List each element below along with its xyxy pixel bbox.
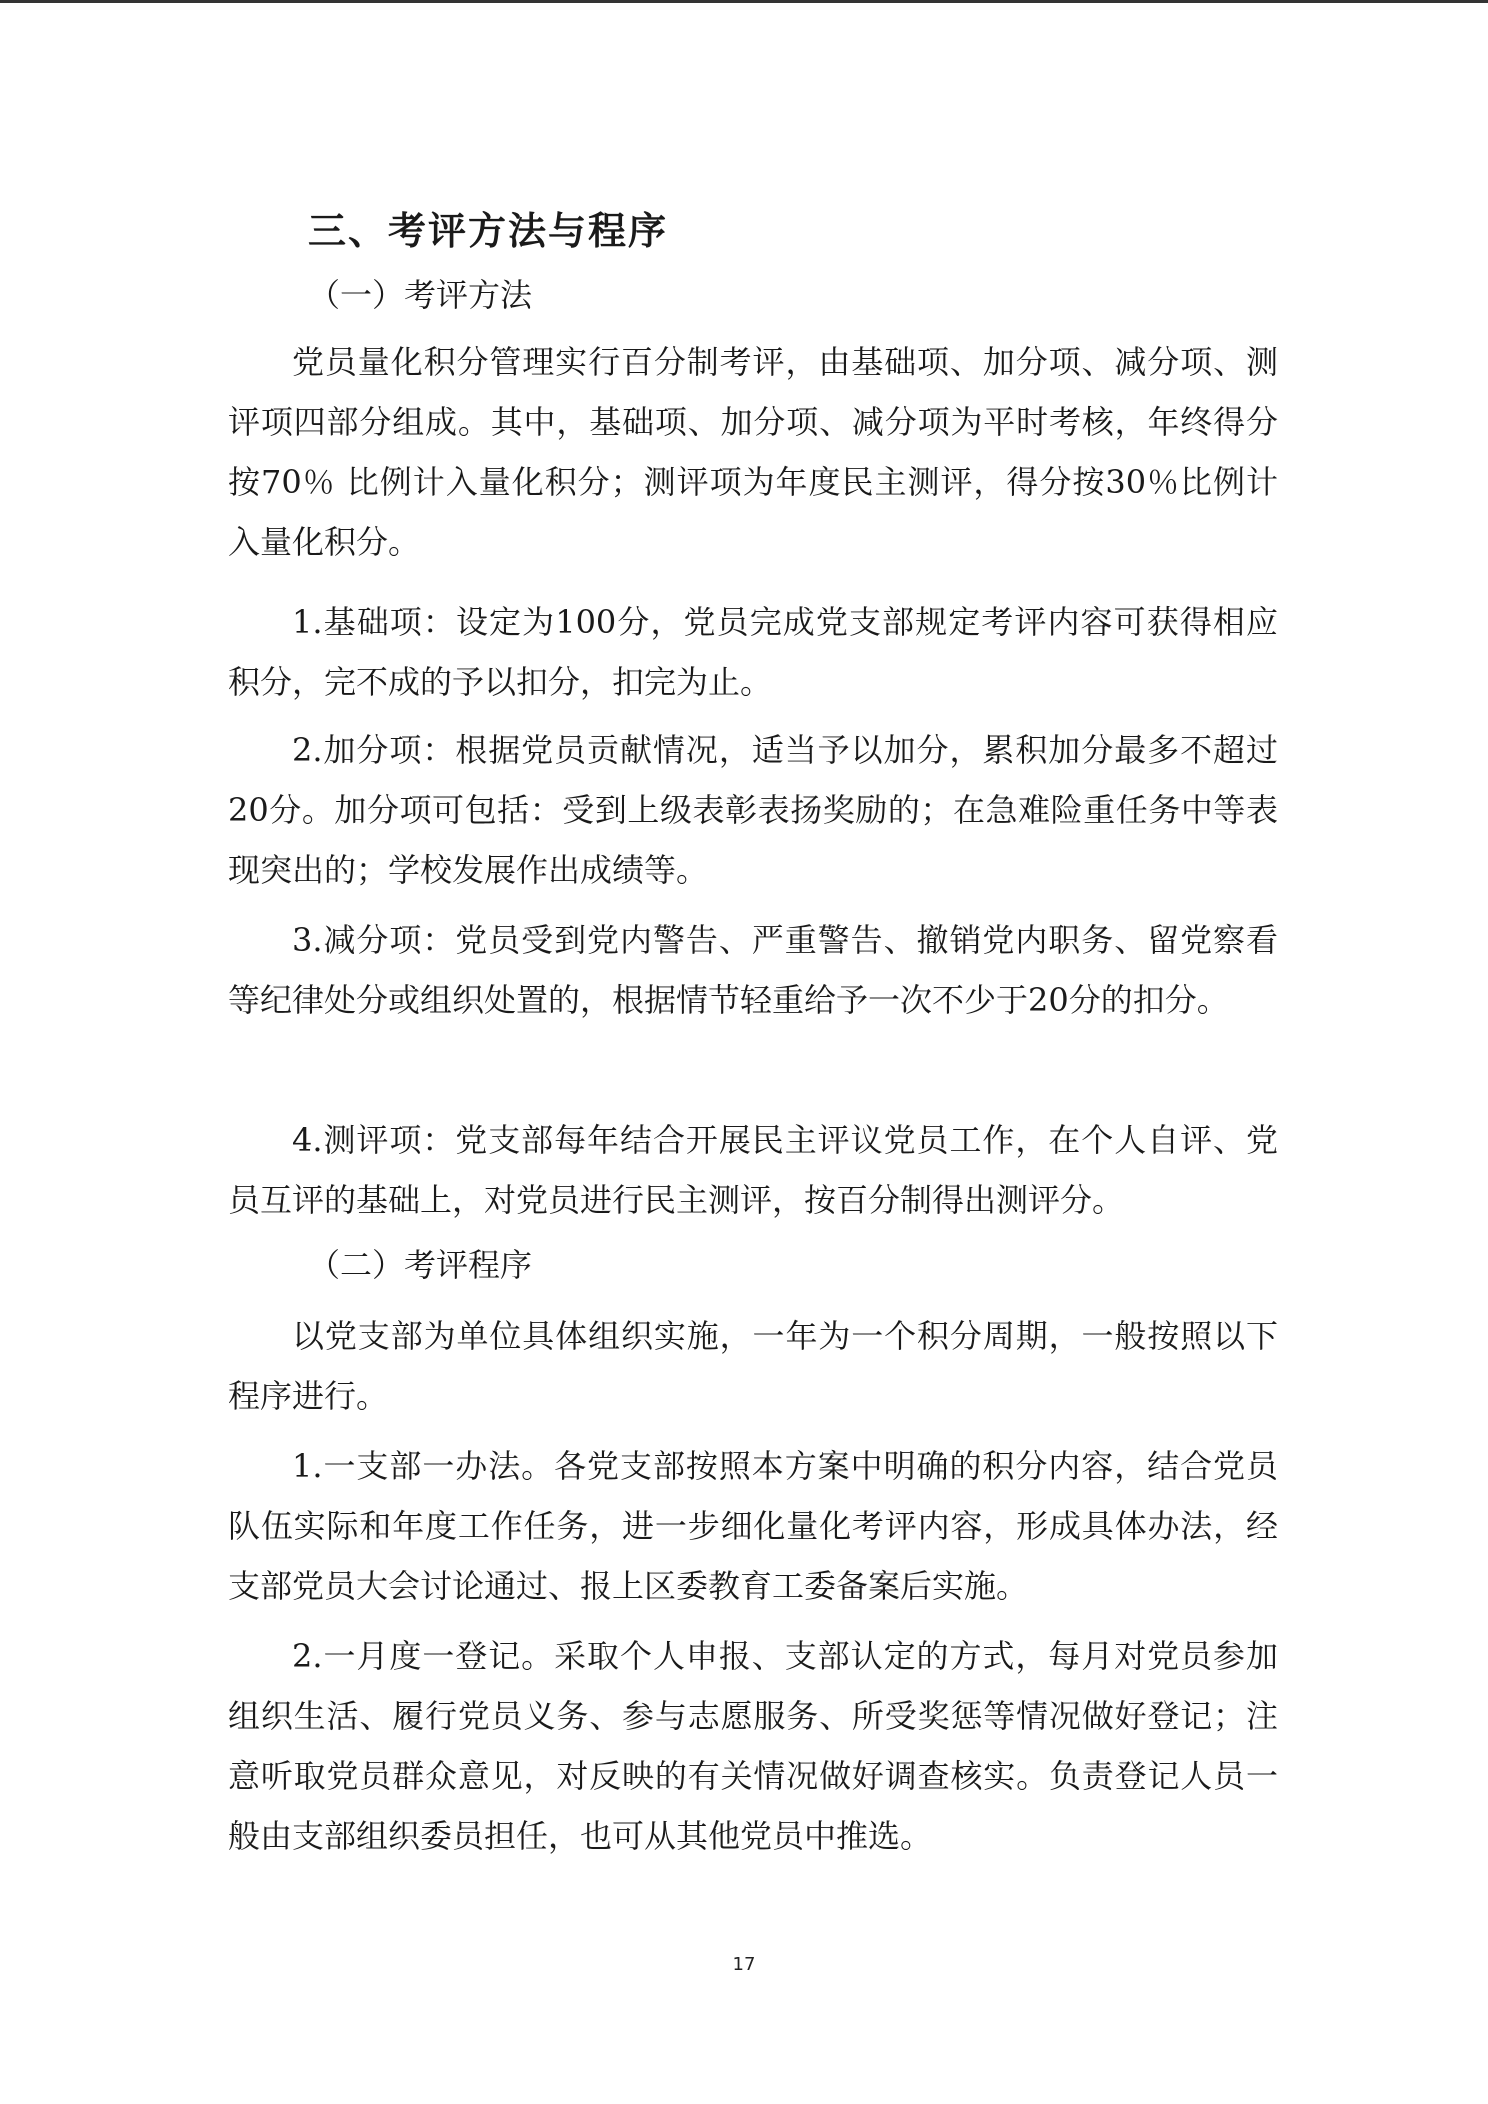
- paragraph-deduction-item: 3.减分项：党员受到党内警告、严重警告、撤销党内职务、留党察看等纪律处分或组织处置的，根据情节轻重给予一次不少于20分的扣分。: [228, 921, 1278, 1019]
- paragraph-basic-item: 1.基础项：设定为100分，党员完成党支部规定考评内容可获得相应积分，完不成的予以扣分，扣完为止。: [228, 603, 1278, 701]
- paragraph-evaluation-item: 4.测评项：党支部每年结合开展民主评议党员工作，在个人自评、党员互评的基础上，对党员进行民主测评，按百分制得出测评分。: [228, 1121, 1278, 1219]
- page-number: 17: [732, 1954, 756, 1975]
- paragraph-bonus-item: 2.加分项：根据党员贡献情况，适当予以加分，累积加分最多不超过20分。加分项可包括：受到上级表彰表扬奖励的；在急难险重任务中等表现突出的；学校发展作出成绩等。: [228, 731, 1278, 889]
- section-title: 三、考评方法与程序: [308, 208, 669, 253]
- paragraph-step-1: 1.一支部一办法。各党支部按照本方案中明确的积分内容，结合党员队伍实际和年度工作任务，进一步细化量化考评内容，形成具体办法，经支部党员大会讨论通过、报上区委教育工委备案后实施。: [228, 1447, 1278, 1605]
- paragraph-procedure-intro: 以党支部为单位具体组织实施，一年为一个积分周期，一般按照以下程序进行。: [228, 1317, 1278, 1415]
- subsection-title-methods: （一）考评方法: [308, 276, 533, 314]
- paragraph-step-2: 2.一月度一登记。采取个人申报、支部认定的方式，每月对党员参加组织生活、履行党员义务、参与志愿服务、所受奖惩等情况做好登记；注意听取党员群众意见，对反映的有关情况做好调查核实。负责登记人员一般由支部组织委员担任，也可从其他党员中推选。: [228, 1637, 1278, 1855]
- paragraph-overview: 党员量化积分管理实行百分制考评，由基础项、加分项、减分项、测评项四部分组成。其中，基础项、加分项、减分项为平时考核，年终得分按70％ 比例计入量化积分；测评项为年度民主测评，得分按30％比例计入量化积分。: [228, 343, 1278, 561]
- subsection-title-procedure: （二）考评程序: [308, 1246, 533, 1284]
- page-top-border: [0, 0, 1488, 3]
